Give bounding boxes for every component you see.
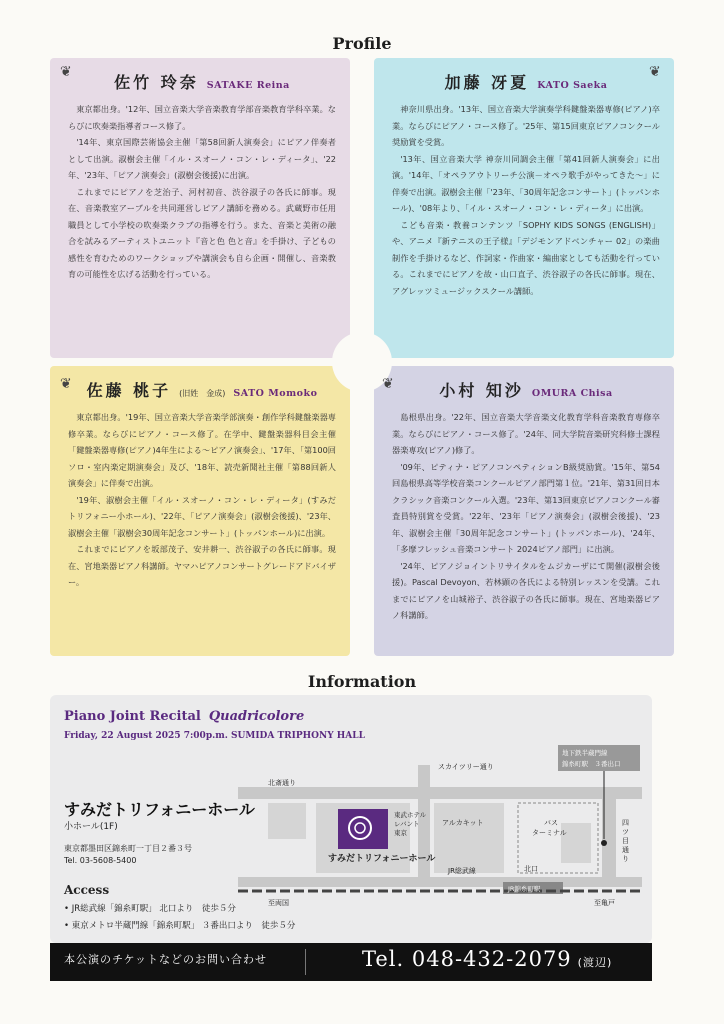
footer-tel[interactable]: Tel. 048-432-2079 (362, 947, 572, 971)
venue-room: 小ホール(1F) (64, 822, 118, 832)
profile-heading: Profile (332, 34, 392, 53)
footer-tel-block (362, 947, 612, 971)
profile-card-omura (374, 366, 674, 656)
bio-paragraph: こども音楽・教養コンテンツ「SOPHY KIDS SONGS (ENGLISH)」や、アニメ『新テニスの王子様』「デジモンアドベンチャー 02」の楽曲制作を手掛けるなど、作詞家・作曲家・編曲家としても活動を行っている。これまでにピアノを故・山口直子、渋谷淑子の各氏に師事。現在、アグレッツミュージックスクール講師。 (392, 219, 660, 296)
scroll-ornament-icon: ❦ (60, 376, 72, 392)
map-label-yotsume: り (622, 855, 629, 863)
concert-date: Friday, 22 August 2025 7:00p.m. SUMIDA TRIPHONY HALL (64, 731, 365, 741)
bio-paragraph: '19年、淑樹会主催「イル・スオーノ・コン・レ・ディータ」(すみだトリフォニー小ホール)、'22年、「ピアノ演奏会」(淑樹会後援)、'23年、淑樹会主催「淑樹会30周年記念コンサート」(トッパンホール)に出演。 (68, 494, 336, 538)
profile-bio (68, 409, 336, 591)
map-label-yotsume: 目 (622, 837, 629, 845)
footer-inquiry: 本公演のチケットなどのお問い合わせ (64, 953, 268, 966)
bio-paragraph: '24年、ピアノジョイントリサイタルをムジカーザにて開催(淑樹会後援)。Pascal Devoyon、若林顕の各氏による特別レッスンを受講。これまでにピアノを山城裕子、渋谷淑子の各氏に師事。現在、宮地楽器ピアノ科講師。 (392, 560, 660, 620)
map-label-skytree: スカイツリー通り (438, 763, 494, 771)
map-label-bus-2: ターミナル (532, 829, 567, 837)
profile-name-en: KATO Saeka (537, 80, 608, 91)
map-label-yotsume: 四 (622, 819, 629, 827)
map-label-subway-2: 錦糸町駅 ３番出口 (562, 760, 621, 768)
map-subway-exit-icon (601, 840, 607, 846)
map-label-north-exit: 北口 (524, 865, 538, 873)
bio-paragraph: '09年、ピティナ・ピアノコンペティションB級奨励賞。'15年、第54回島根県高等学校音楽コンクールピアノ部門第１位。'21年、第31回日本クラシック音楽コンクール入選。'23年、第13回東京ピアノコンクール審査員特別賞を受賞。'22年、'23年「ピアノ演奏会」(淑樹会後援)、'23年、淑樹会主催「30周年記念コンサート」(トッパンホール)、'24年、「多摩フレッシュ音楽コンサート 2024ピアノ部門」に出演。 (392, 461, 660, 554)
profile-name-jp: 加藤 冴夏 (444, 73, 530, 92)
venue-address-block (64, 843, 192, 867)
bio-paragraph: 島根県出身。'22年、国立音楽大学音楽文化教育学科音楽教育専修卒業。ならびにピアノ・コース修了。'24年、同大学院音楽研究科修士課程器楽専攻(ピアノ)修了。 (392, 412, 660, 455)
scroll-ornament-icon: ❦ (60, 64, 72, 80)
profile-name-en: SATO Momoko (233, 388, 318, 399)
footer-divider (305, 949, 306, 975)
map-label-yotsume: ツ (622, 828, 629, 836)
map-block (268, 803, 306, 839)
profile-name-row (392, 378, 660, 401)
map-label-jr-station: JR錦糸町駅 (508, 885, 541, 893)
venue-address: 東京都墨田区錦糸町一丁目２番３号 (64, 844, 192, 853)
profile-name-row (68, 70, 336, 93)
map-label-ryogoku: 至両国 (268, 899, 289, 907)
profile-name-row (68, 378, 336, 401)
footer-tel-note: (渡辺) (577, 956, 613, 969)
profile-name-note: (旧姓 金成) (179, 389, 226, 398)
venue-tel: Tel. 03-5608-5400 (64, 856, 137, 865)
concert-subtitle: Quadricolore (208, 709, 305, 724)
bio-paragraph: 東京都出身。'12年、国立音楽大学音楽教育学部音楽教育学科卒業。ならびに吹奏楽指導者コース修了。 (68, 104, 336, 131)
access-map (238, 745, 642, 935)
map-label-hotel-3: 東京 (394, 829, 407, 837)
map-label-bus-1: バス (544, 819, 558, 827)
map-road-skytree (418, 765, 430, 885)
bio-paragraph: これまでにピアノを坂部茂子、安井耕一、渋谷淑子の各氏に師事。現在、宮地楽器ピアノ科講師。ヤマハピアノコンサートグレードアドバイザー。 (68, 544, 336, 587)
scroll-ornament-icon: ❦ (382, 376, 394, 392)
bio-paragraph: '13年、国立音楽大学 神奈川同調会主催「第41回新人演奏会」に出演。'14年、「オペラアウトリーチ公演－オペラ歌手がやってきた～」に伴奏で出演。淑樹会主催「'23年、「30周年記念コンサート」(トッパンホール)、'08年より、「イル・スオーノ・コン・レ・ディータ」に出演。 (392, 153, 660, 213)
concert-title-main: Piano Joint Recital (64, 709, 201, 724)
bio-paragraph: これまでにピアノを芝治子、河村初音、渋谷淑子の各氏に師事。現在、音楽教室アーブルを共同運営しピアノ講師を務める。武蔵野市任用職員として小学校の吹奏楽クラブの指導を行う。また、音楽と美術の融合を試みるアーティストユニット『音と色 色と音』を手掛け、子どもの感性を育むためのワークショップや講演会も自ら企画・開催し、音楽教育の可能性を広げる活動を行っている。 (68, 186, 336, 279)
access-item: • 東京メトロ半蔵門線「錦糸町駅」 ３番出口より 徒歩５分 (64, 921, 296, 931)
map-label-hall: すみだトリフォニーホール (328, 854, 436, 864)
map-hall-marker (338, 809, 388, 849)
profile-bio (68, 101, 336, 283)
map-label-yotsume: 通 (622, 846, 629, 854)
venue-name: すみだトリフォニーホール (64, 800, 255, 819)
map-road-south (238, 877, 642, 887)
map-label-hotel-2: レバント (394, 820, 420, 828)
profile-bio (392, 409, 660, 624)
scroll-ornament-icon: ❦ (649, 64, 661, 80)
concert-title (64, 709, 304, 724)
map-label-kameido: 至亀戸 (594, 899, 615, 907)
info-heading: Information (307, 672, 417, 691)
footer-contact-bar (50, 943, 652, 981)
map-label-hotel-1: 東武ホテル (394, 811, 427, 819)
bio-paragraph: '14年、東京国際芸術協会主催「第58回新人演奏会」にピアノ伴奏者として出演。淑樹会主催「イル・スオーノ・コン・レ・ディータ」、'22年、'23年、「ピアノ演奏会」(淑樹会後援)に出演。 (68, 137, 336, 180)
profile-card-satake (50, 58, 350, 358)
profile-name-jp: 佐竹 玲奈 (114, 73, 199, 92)
map-block (434, 803, 504, 873)
profile-name-en: OMURA Chisa (531, 388, 613, 399)
profile-name-row (392, 70, 660, 93)
profile-name-jp: 佐藤 桃子 (86, 381, 172, 400)
map-road-hokusai (238, 787, 642, 799)
access-item: • JR総武線「錦糸町駅」 北口より 徒歩５分 (64, 904, 236, 914)
profile-card-sato (50, 366, 350, 656)
profile-card-kato (374, 58, 674, 358)
info-box (50, 695, 652, 943)
map-label-subway-1: 地下鉄半蔵門線 (562, 749, 608, 757)
profile-name-en: SATAKE Reina (206, 80, 290, 91)
map-label-arcakit: アルカキット (442, 819, 484, 827)
profile-name-jp: 小村 知沙 (439, 381, 524, 400)
map-label-hokusai: 北斎通り (268, 779, 296, 787)
access-heading: Access (64, 883, 110, 897)
map-label-jr-line: JR総武線 (448, 867, 476, 875)
profile-bio (392, 101, 660, 299)
bio-paragraph: 東京都出身。'19年、国立音楽大学音楽学部演奏・創作学科鍵盤楽器専修卒業。ならびにピアノ・コース修了。在学中、鍵盤楽器科目会主催「鍵盤楽器専修(ピアノ)4年生による～ピアノ演奏会」、'17年、「第100回ソロ・室内楽定期演奏会」及び、'18年、読売新聞社主催「第88回新人演奏会」に伴奏で出演。 (68, 412, 336, 488)
bio-paragraph: 神奈川県出身。'13年、国立音楽大学演奏学科鍵盤楽器専修(ピアノ)卒業。ならびにピアノ・コース修了。'25年、第15回東京ピアノコンクール奨励賞を受賞。 (392, 104, 660, 147)
